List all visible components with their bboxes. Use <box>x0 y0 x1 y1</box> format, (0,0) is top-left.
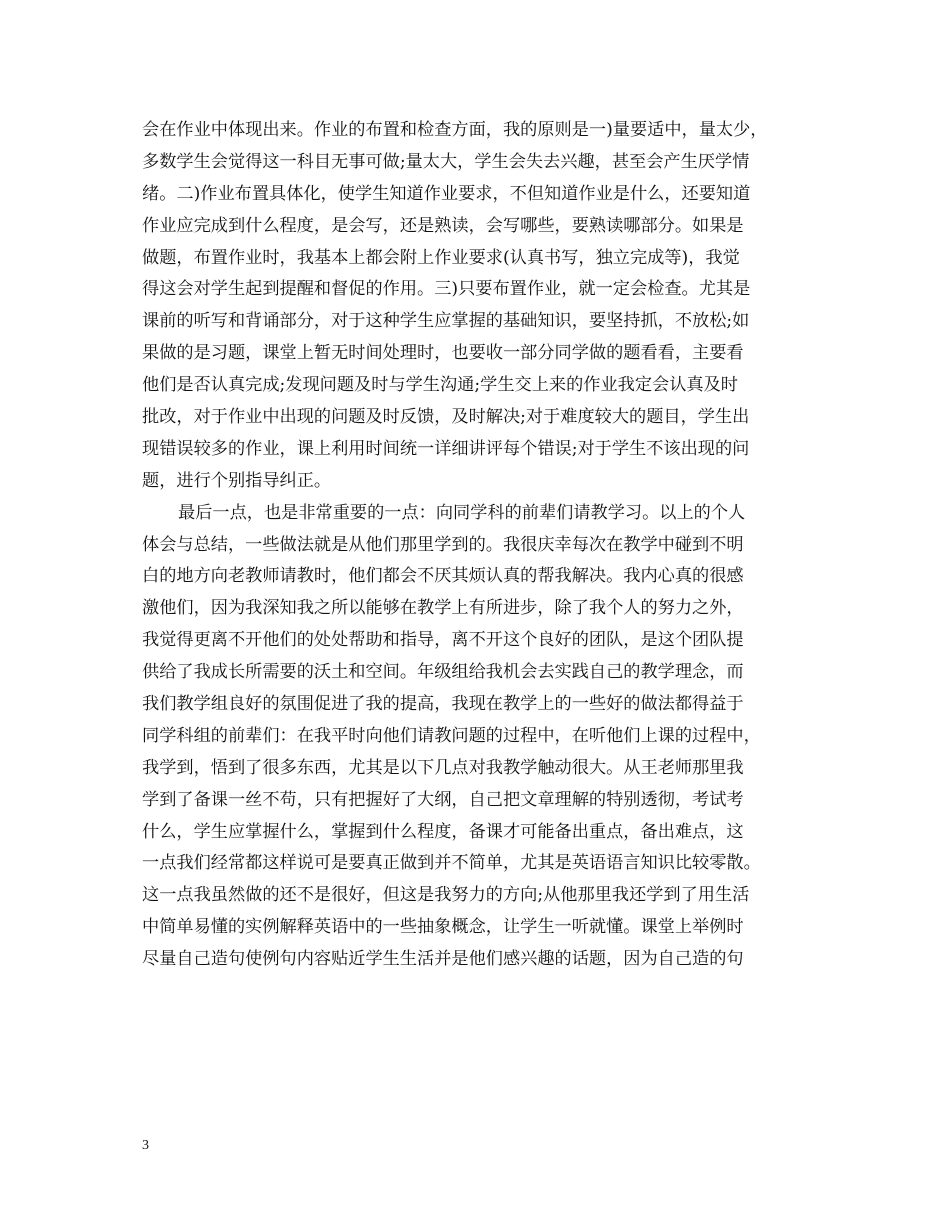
text-line: 体会与总结，一些做法就是从他们那里学到的。我很庆幸每次在教学中碰到不明 <box>142 534 744 555</box>
text-line: 现错误较多的作业，课上利用时间统一详细讲评每个错误;对于学生不该出现的问 <box>142 438 750 459</box>
text-line: 我觉得更离不开他们的处处帮助和指导，离不开这个良好的团队，是这个团队提 <box>142 630 744 651</box>
text-line: 中简单易懂的实例解释英语中的一些抽象概念，让学生一听就懂。课堂上举例时 <box>142 917 744 938</box>
text-line: 同学科组的前辈们：在我平时向他们请教问题的过程中，在听他们上课的过程中， <box>142 725 761 746</box>
text-line: 果做的是习题，课堂上暂无时间处理时，也要收一部分同学做的题看看，主要看 <box>142 343 744 364</box>
text-line: 激他们，因为我深知我之所以能够在教学上有所进步，除了我个人的努力之外， <box>142 598 744 619</box>
text-line: 作业应完成到什么程度，是会写，还是熟读，会写哪些，要熟读哪部分。如果是 <box>142 215 744 236</box>
text-line: 这一点我虽然做的还不是很好，但这是我努力的方向;从他那里我还学到了用生活 <box>142 885 750 906</box>
text-line: 学到了备课一丝不苟，只有把握好了大纲，自己把文章理解的特别透彻，考试考 <box>142 789 744 810</box>
text-line: 批改，对于作业中出现的问题及时反馈，及时解决;对于难度较大的题目，学生出 <box>142 407 750 428</box>
paragraph-homework <box>142 115 832 498</box>
page-number: 3 <box>142 1138 149 1153</box>
paragraph-learning-from-colleagues <box>142 498 832 976</box>
body-text <box>142 115 832 976</box>
text-line: 题，进行个别指导纠正。 <box>142 470 332 491</box>
text-line: 我学到，悟到了很多东西，尤其是以下几点对我教学触动很大。从王老师那里我 <box>142 757 744 778</box>
text-line: 他们是否认真完成;发现问题及时与学生沟通;学生交上来的作业我定会认真及时 <box>142 375 738 396</box>
text-line: 我们教学组良好的氛围促进了我的提高，我现在教学上的一些好的做法都得益于 <box>142 694 744 715</box>
text-line: 一点我们经常都这样说可是要真正做到并不简单，尤其是英语语言知识比较零散。 <box>142 853 761 874</box>
text-line: 课前的听写和背诵部分，对于这种学生应掌握的基础知识，要坚持抓，不放松;如 <box>142 311 750 332</box>
text-line: 绪。二)作业布置具体化，使学生知道作业要求，不但知道作业是什么，还要知道 <box>142 183 751 204</box>
text-line: 最后一点，也是非常重要的一点：向同学科的前辈们请教学习。以上的个人 <box>178 502 746 523</box>
text-line: 什么，学生应掌握什么，掌握到什么程度，备课才可能备出重点，备出难点，这 <box>142 821 744 842</box>
text-line: 白的地方向老教师请教时，他们都会不厌其烦认真的帮我解决。我内心真的很感 <box>142 566 744 587</box>
text-line: 会在作业中体现出来。作业的布置和检查方面，我的原则是一)量要适中，量太少， <box>142 120 768 140</box>
text-line: 多数学生会觉得这一科目无事可做;量太大，学生会失去兴趣，甚至会产生厌学情 <box>142 151 750 172</box>
text-line: 得这会对学生起到提醒和督促的作用。三)只要布置作业，就一定会检查。尤其是 <box>142 279 751 300</box>
text-line: 尽量自己造句使例句内容贴近学生生活并是他们感兴趣的话题，因为自己造的句 <box>142 949 744 970</box>
text-line: 做题，布置作业时，我基本上都会附上作业要求(认真书写，独立完成等)，我觉 <box>142 247 740 268</box>
text-line: 供给了我成长所需要的沃土和空间。年级组给我机会去实践自己的教学理念，而 <box>142 662 744 683</box>
